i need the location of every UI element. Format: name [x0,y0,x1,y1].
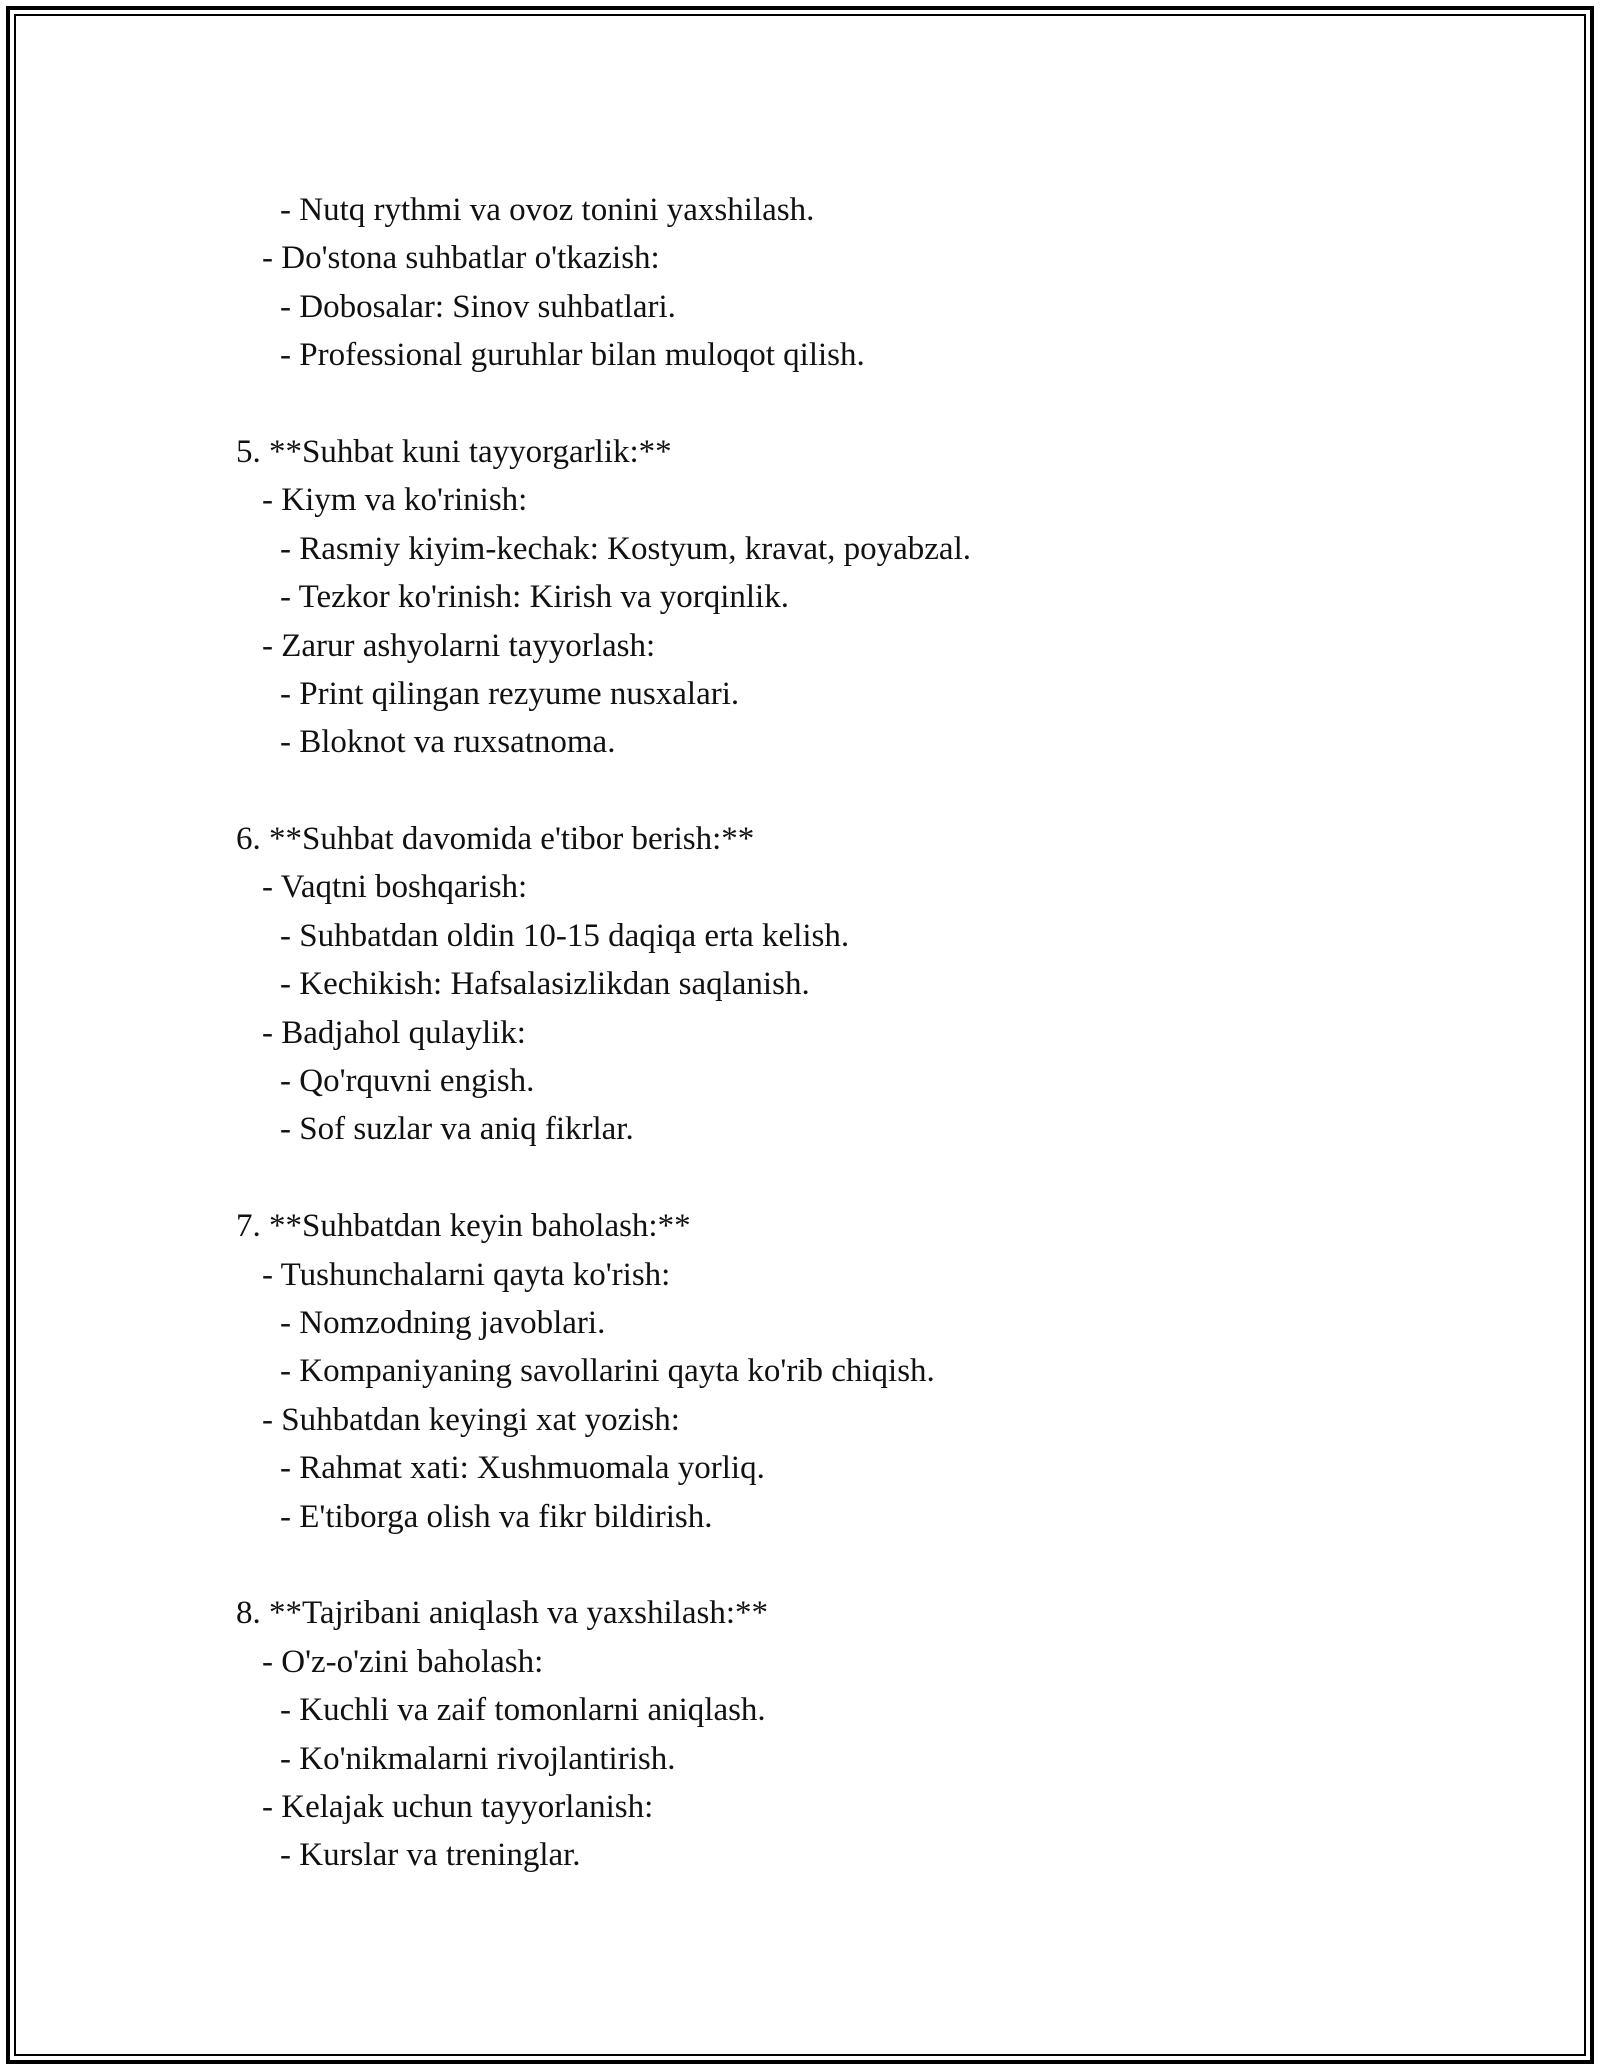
sub-list-item: - Rasmiy kiyim-kechak: Kostyum, kravat, poyabzal. [280,530,972,567]
sub-list-item: - Sof suzlar va aniq fikrlar. [280,1111,634,1148]
sub-list-item: - Nutq rythmi va ovoz tonini yaxshilash. [280,192,815,228]
sub-list-item: - Suhbatdan oldin 10-15 daqiqa erta kelish. [280,917,850,954]
list-item: - Kiym va ko'rinish: [262,482,528,519]
list-item: - Kelajak uchun tayyorlanish: [262,1788,654,1825]
list-item: - O'z-o'zini baholash: [262,1643,544,1680]
document-body [0,186,1600,1880]
list-item: - Vaqtni boshqarish: [262,869,528,906]
list-item: - Badjahol qulaylik: [262,1014,526,1051]
sub-list-item: - Kuchli va zaif tomonlarni aniqlash. [280,1692,766,1729]
sub-list-item: - E'tiborga olish va fikr bildirish. [280,1498,713,1535]
list-item: - Suhbatdan keyingi xat yozish: [262,1401,680,1438]
section-heading: 8. **Tajribani aniqlash va yaxshilash:** [236,1595,768,1632]
sub-list-item: - Tezkor ko'rinish: Kirish va yorqinlik. [280,579,789,616]
sub-list-item: - Professional guruhlar bilan muloqot qilish. [280,337,865,374]
blank-line [0,380,1600,428]
blank-line [0,1154,1600,1202]
sub-list-item: - Ko'nikmalarni rivojlantirish. [280,1740,676,1777]
sub-list-item: - Bloknot va ruxsatnoma. [280,724,616,761]
section-heading: 7. **Suhbatdan keyin baholash:** [236,1208,691,1245]
list-item: - Tushunchalarni qayta ko'rish: [262,1256,671,1293]
section-heading: 5. **Suhbat kuni tayyorgarlik:** [236,433,672,470]
sub-list-item: - Kompaniyaning savollarini qayta ko'rib chiqish. [280,1353,935,1390]
blank-line [0,767,1600,815]
sub-list-item: - Rahmat xati: Xushmuomala yorliq. [280,1450,765,1487]
sub-list-item: - Print qilingan rezyume nusxalari. [280,675,740,712]
sub-list-item: - Nomzodning javoblari. [280,1304,606,1341]
section-heading: 6. **Suhbat davomida e'tibor berish:** [236,821,755,858]
sub-list-item: - Kechikish: Hafsalasizlikdan saqlanish. [280,966,810,1003]
blank-line [0,1541,1600,1589]
list-item: - Zarur ashyolarni tayyorlash: [262,627,656,664]
sub-list-item: - Qo'rquvni engish. [280,1063,535,1100]
list-item: - Do'stona suhbatlar o'tkazish: [262,240,660,277]
sub-list-item: - Dobosalar: Sinov suhbatlari. [280,288,676,325]
sub-list-item: - Kurslar va treninglar. [280,1837,581,1874]
